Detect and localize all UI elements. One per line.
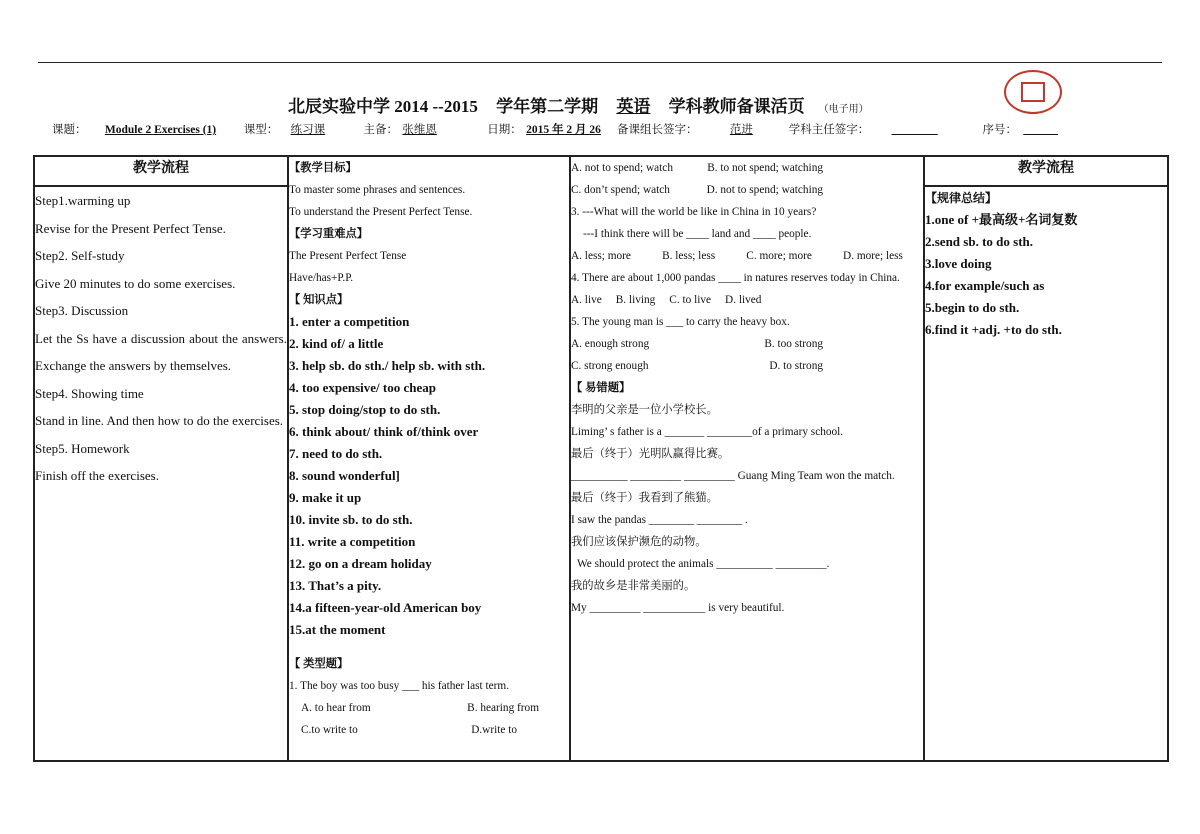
phrase-item: 12. go on a dream holiday: [289, 556, 432, 571]
seq-label: 序号：: [982, 124, 1017, 136]
q4-option-a: A. live: [571, 294, 602, 306]
phrase-item: 1. enter a competition: [289, 314, 410, 329]
goal-heading: 【教学目标】: [289, 162, 357, 174]
summary-heading: 【规律总结】: [925, 191, 998, 205]
question-1: 1. The boy was too busy ___ his father last term.: [289, 680, 510, 692]
step-text: Let the Ss have a discussion about the answers. Exchange the answers by themselves.: [35, 330, 287, 373]
error-item: Liming’ s father is a _______ ________of a primary school.: [571, 426, 844, 438]
header-rule: [38, 62, 1162, 63]
title-term: 学年第二学期: [496, 97, 599, 116]
q2-option-d: D. not to spend; watching: [706, 184, 823, 196]
error-item: I saw the pandas ________ ________ .: [571, 514, 748, 526]
q3-option-b: B. less; less: [662, 250, 716, 262]
phrase-item: 6. think about/ think of/think over: [289, 424, 479, 439]
phrase-item: 4. too expensive/ too cheap: [289, 380, 436, 395]
q1-option-d: D.write to: [471, 724, 517, 736]
q3-option-a: A. less; more: [571, 250, 631, 262]
question-3: 3. ---What will the world be like in China in 10 years?: [571, 206, 817, 218]
q4-option-b: B. living: [615, 294, 656, 306]
phrase-item: 11. write a competition: [289, 534, 416, 549]
summary-column: [924, 186, 1168, 761]
teaching-steps-column: [34, 186, 288, 761]
q4-option-c: C. to live: [669, 294, 712, 306]
step-title: Step3. Discussion: [35, 303, 129, 318]
key-heading: 【学习重难点】: [289, 228, 369, 240]
q1-option-b: B. hearing from: [467, 702, 539, 714]
type-value: 练习课: [290, 124, 326, 136]
error-item: 最后（终于）光明队赢得比赛。: [571, 448, 730, 460]
seq-value: ______: [1023, 124, 1058, 136]
question-5: 5. The young man is ___ to carry the heavy box.: [571, 316, 790, 328]
lesson-plan-table: [33, 155, 1169, 762]
lead-label: 主备：: [363, 124, 398, 136]
school-seal-icon: [1004, 70, 1062, 114]
step-title: Step1.warming up: [35, 193, 131, 208]
title-note: （电子用）: [818, 104, 869, 115]
phrase-item: 2. kind of/ a little: [289, 336, 384, 351]
objectives-column: [288, 156, 570, 761]
step-text: Finish off the exercises.: [35, 468, 159, 483]
phrase-item: 9. make it up: [289, 490, 362, 505]
error-heading: 【 易错题】: [571, 382, 631, 394]
rule-item: 1.one of +最高级+名词复数: [925, 212, 1078, 227]
error-item: __________ _________ _________ Guang Ming Team won the match.: [571, 470, 895, 482]
topic-value: Module 2 Exercises (1): [104, 124, 217, 136]
error-item: 我们应该保护濒危的动物。: [571, 536, 707, 548]
knowledge-heading: 【 知识点】: [289, 294, 349, 306]
q1-option-a: A. to hear from: [301, 702, 371, 714]
phrase-item: 8. sound wonderful]: [289, 468, 400, 483]
q2-option-a: A. not to spend; watch: [571, 162, 673, 174]
rule-item: 5.begin to do sth.: [925, 300, 1020, 315]
error-item: My _________ ___________ is very beautiful.: [571, 602, 785, 614]
title-subject: 英语: [616, 97, 651, 116]
rule-item: 3.love doing: [925, 256, 992, 271]
key-item: The Present Perfect Tense: [289, 250, 407, 262]
page-title: [288, 92, 869, 117]
question-4: 4. There are about 1,000 pandas ____ in natures reserves today in China.: [571, 272, 900, 284]
group-sign-value: 范进: [729, 124, 753, 136]
type-heading: 【 类型题】: [289, 658, 349, 670]
step-text: Stand in line. And then how to do the exercises.: [35, 413, 284, 428]
q4-option-d: D. lived: [725, 294, 762, 306]
group-sign-label: 备课组长签字：: [617, 124, 698, 136]
title-doc-type: 学科教师备课活页: [668, 97, 805, 116]
col1-header: 教学流程: [34, 156, 288, 186]
phrase-item: 13. That’s a pity.: [289, 578, 382, 593]
topic-label: 课题：: [52, 124, 87, 136]
type-label: 课型：: [243, 124, 279, 136]
phrase-item: 3. help sb. do sth./ help sb. with sth.: [289, 358, 486, 373]
q5-option-c: C. strong enough: [571, 360, 649, 372]
q5-option-d: D. to strong: [769, 360, 823, 372]
date-label: 日期：: [487, 124, 522, 136]
error-item: 最后（终于）我看到了熊猫。: [571, 492, 718, 504]
rule-item: 4.for example/such as: [925, 278, 1045, 293]
q1-option-c: C.to write to: [301, 724, 358, 736]
step-title: Step4. Showing time: [35, 385, 144, 401]
rule-item: 2.send sb. to do sth.: [925, 234, 1034, 249]
error-item: 李明的父亲是一位小学校长。: [571, 404, 718, 416]
error-item: 我的故乡是非常美丽的。: [571, 580, 696, 592]
goal-item: To understand the Present Perfect Tense.: [289, 206, 473, 218]
title-school-year: 北辰实验中学 2014 --2015: [288, 97, 478, 116]
lesson-info-row: [52, 121, 1058, 137]
error-item: We should protect the animals __________ _________.: [577, 558, 830, 570]
dept-sign-label: 学科主任签字：: [788, 124, 870, 136]
q2-option-b: B. to not spend; watching: [707, 162, 823, 174]
lead-value: 张维恩: [402, 124, 437, 136]
q5-option-a: A. enough strong: [571, 338, 650, 350]
q5-option-b: B. too strong: [764, 338, 823, 350]
key-item: Have/has+P.P.: [289, 272, 354, 284]
q3-option-c: C. more; more: [746, 250, 812, 262]
phrase-item: 7. need to do sth.: [289, 446, 383, 461]
step-text: Revise for the Present Perfect Tense.: [35, 220, 226, 236]
date-value: 2015 年 2 月 26: [526, 124, 601, 136]
col4-header: 教学流程: [924, 156, 1168, 186]
question-3-line2: ---I think there will be ____ land and ____ people.: [583, 228, 812, 240]
q2-option-c: C. don’t spend; watch: [571, 184, 670, 196]
q3-option-d: D. more; less: [843, 250, 903, 262]
phrase-item: 5. stop doing/stop to do sth.: [289, 402, 441, 417]
goal-item: To master some phrases and sentences.: [289, 184, 466, 196]
phrase-item: 14.a fifteen-year-old American boy: [289, 600, 482, 615]
phrase-item: 15.at the moment: [289, 622, 386, 637]
step-text: Give 20 minutes to do some exercises.: [35, 275, 236, 291]
phrase-item: 10. invite sb. to do sth.: [289, 512, 413, 527]
exercises-column: [570, 156, 924, 761]
rule-item: 6.find it +adj. +to do sth.: [925, 322, 1062, 337]
step-title: Step5. Homework: [35, 440, 130, 456]
dept-sign-value: ________: [891, 124, 938, 136]
step-title: Step2. Self-study: [35, 248, 125, 263]
